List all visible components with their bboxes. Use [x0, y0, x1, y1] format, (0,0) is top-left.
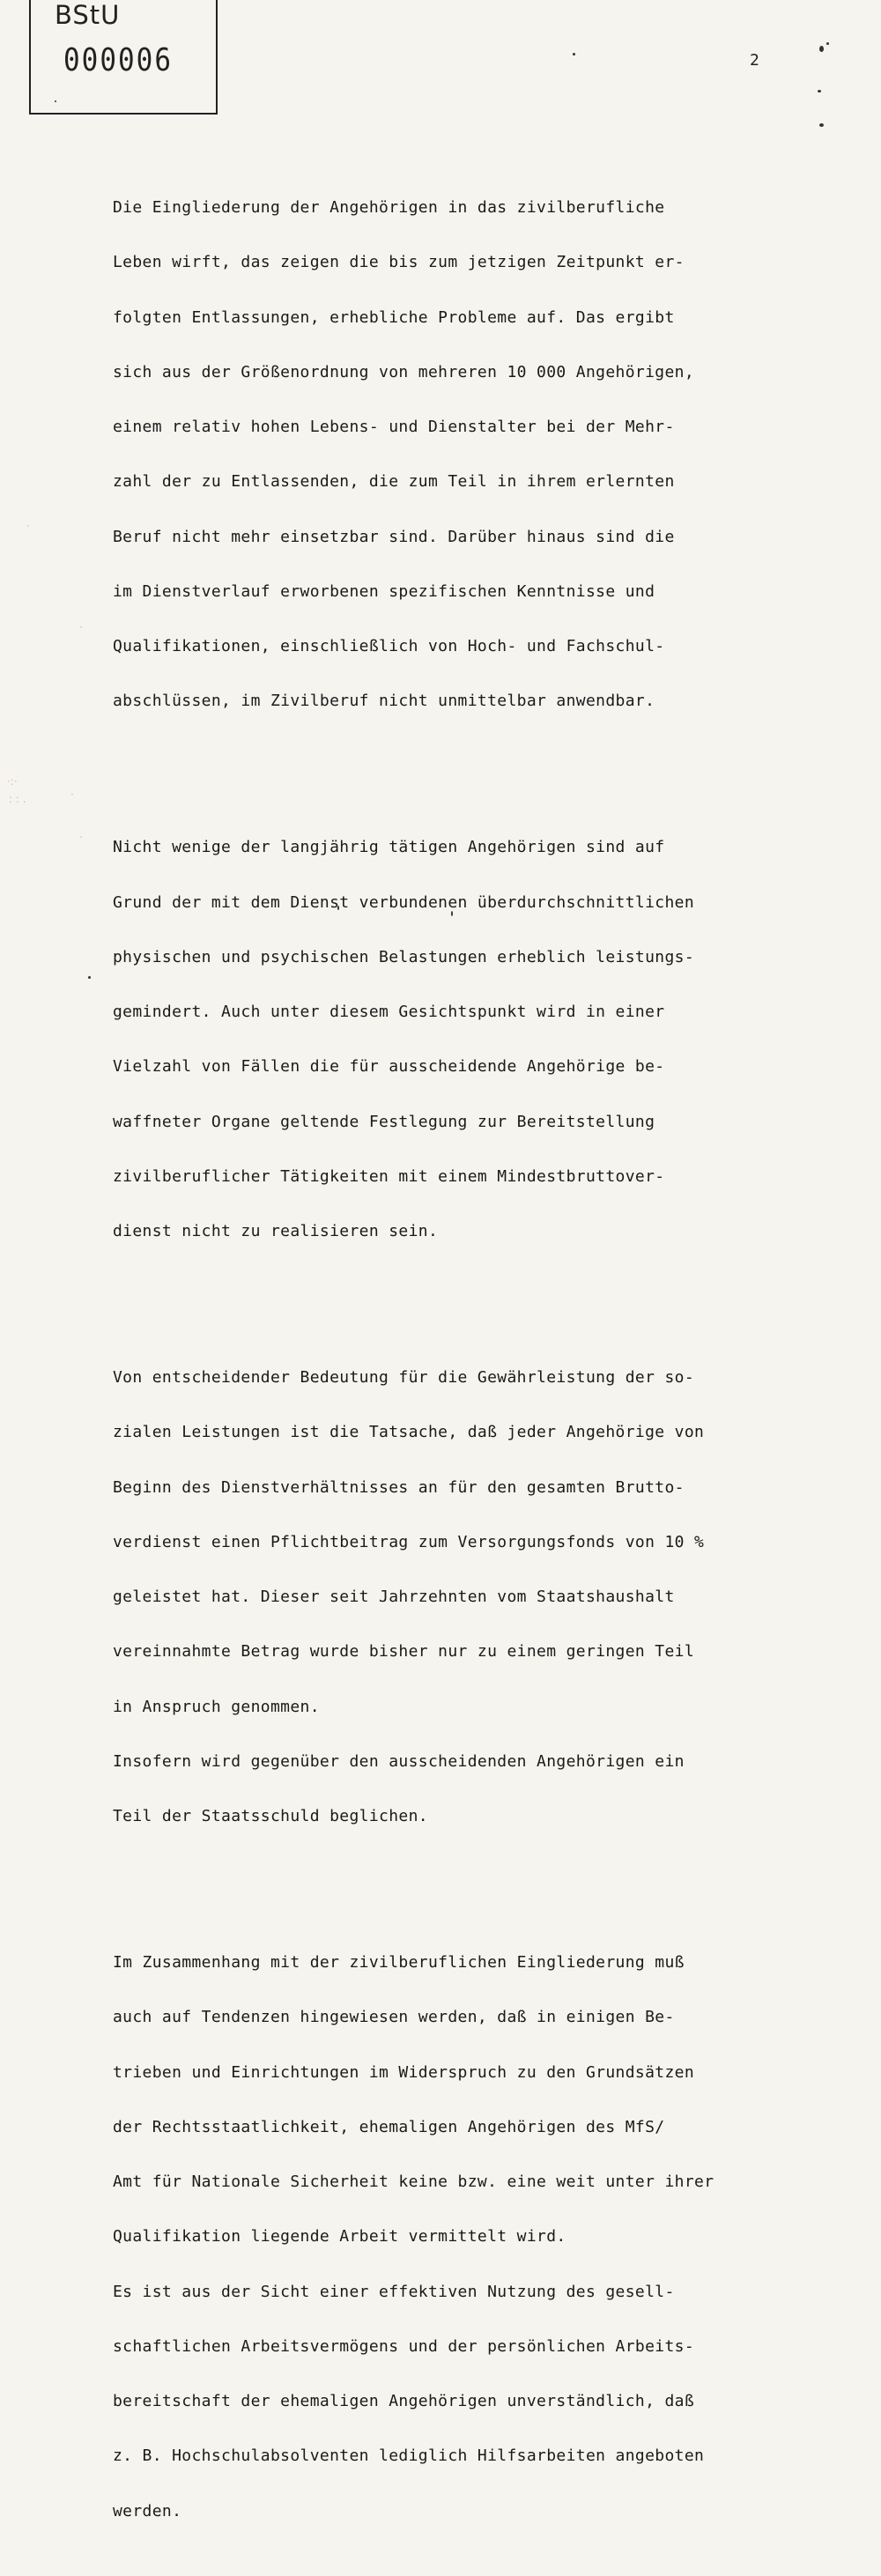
show-through-mark: ·:·	[7, 775, 18, 788]
text-line: schaftlichen Arbeitsvermögens und der persönlichen Arbeits-	[113, 2336, 695, 2356]
text-line: Qualifikation liegende Arbeit vermittelt wird.	[113, 2227, 566, 2247]
text-line: Nicht wenige der langjährig tätigen Angehörigen sind auf	[113, 838, 665, 857]
text-line: zialen Leistungen ist die Tatsache, daß jeder Angehörige von	[113, 1423, 705, 1442]
scan-speck	[819, 123, 824, 127]
document-body	[113, 126, 818, 2576]
scan-speck	[88, 976, 91, 979]
archive-stamp-label: BStU	[55, 0, 121, 30]
paragraph-1	[113, 163, 818, 748]
paragraph-2	[113, 803, 818, 1278]
text-line: Die Eingliederung der Angehörigen in das zivilberufliche	[113, 198, 665, 217]
scan-speck	[55, 100, 56, 102]
text-line: abschlüssen, im Zivilberuf nicht unmittelbar anwendbar.	[113, 692, 655, 711]
show-through-mark: .	[79, 828, 83, 840]
text-line: auch auf Tendenzen hingewiesen werden, daß in einigen Be-	[113, 2008, 675, 2027]
text-line: waffneter Organe geltende Festlegung zur Bereitstellung	[113, 1112, 655, 1131]
text-line: z. B. Hochschulabsolventen lediglich Hilfsarbeiten angeboten	[113, 2446, 705, 2466]
scan-speck	[826, 42, 829, 45]
text-line: Qualifikationen, einschließlich von Hoch- und Fachschul-	[113, 637, 665, 655]
scan-speck	[818, 90, 821, 93]
paragraph-4	[113, 1918, 818, 2557]
text-line: Teil der Staatsschuld beglichen.	[113, 1807, 428, 1825]
page-number: 2	[750, 51, 759, 70]
text-line: folgten Entlassungen, erhebliche Probleme auf. Das ergibt	[113, 307, 675, 327]
show-through-mark: ·	[79, 621, 83, 633]
text-line: Beginn des Dienstverhältnisses an für den gesamten Brutto-	[113, 1477, 685, 1497]
text-line: bereitschaft der ehemaligen Angehörigen unverständlich, daß	[113, 2392, 695, 2410]
show-through-mark: : : .	[9, 793, 26, 805]
text-line: Beruf nicht mehr einsetzbar sind. Darüber hinaus sind die	[113, 527, 675, 546]
text-line: dienst nicht zu realisieren sein.	[113, 1222, 439, 1240]
text-line: geleistet hat. Dieser seit Jahrzehnten vom Staatshaushalt	[113, 1588, 675, 1606]
text-line: physischen und psychischen Belastungen erheblich leistungs-	[113, 947, 695, 966]
text-line: Es ist aus der Sicht einer effektiven Nutzung des gesell-	[113, 2282, 675, 2301]
show-through-mark: ·	[70, 788, 74, 801]
text-line: sich aus der Größenordnung von mehreren 10 000 Angehörigen,	[113, 362, 695, 381]
text-line: werden.	[113, 2501, 182, 2520]
paragraph-3	[113, 1333, 818, 1863]
archive-number: 000006	[63, 42, 173, 79]
text-line: trieben und Einrichtungen im Widerspruch zu den Grundsätzen	[113, 2062, 695, 2082]
text-line: Im Zusammenhang mit der zivilberuflichen Eingliederung muß	[113, 1953, 685, 1972]
text-line: Amt für Nationale Sicherheit keine bzw. eine weit unter ihrer	[113, 2173, 714, 2191]
text-line: Insofern wird gegenüber den ausscheidenden Angehörigen ein	[113, 1751, 685, 1771]
show-through-mark: ·	[26, 520, 30, 532]
text-line: Leben wirft, das zeigen die bis zum jetzigen Zeitpunkt er-	[113, 253, 685, 272]
text-line: vereinnahmte Betrag wurde bisher nur zu einem geringen Teil	[113, 1642, 695, 1662]
text-line: einem relativ hohen Lebens- und Dienstalter bei der Mehr-	[113, 418, 675, 436]
scan-speck	[573, 53, 575, 56]
text-line: zivilberuflicher Tätigkeiten mit einem Mindestbruttover-	[113, 1166, 665, 1186]
text-line: Von entscheidender Bedeutung für die Gewährleistung der so-	[113, 1368, 695, 1387]
text-line: im Dienstverlauf erworbenen spezifischen Kenntnisse und	[113, 581, 655, 601]
text-line: der Rechtsstaatlichkeit, ehemaligen Angehörigen des MfS/	[113, 2117, 665, 2136]
scan-speck	[819, 46, 824, 52]
text-line: Vielzahl von Fällen die für ausscheidende Angehörige be-	[113, 1057, 665, 1077]
text-line: gemindert. Auch unter diesem Gesichtspunkt wird in einer	[113, 1003, 665, 1021]
text-line: verdienst einen Pflichtbeitrag zum Versorgungsfonds von 10 %	[113, 1532, 705, 1551]
text-line: in Anspruch genommen.	[113, 1697, 320, 1716]
text-line: Grund der mit dem Dienst verbundenen überdurchschnittlichen	[113, 892, 695, 912]
text-line: zahl der zu Entlassenden, die zum Teil in ihrem erlernten	[113, 472, 675, 492]
